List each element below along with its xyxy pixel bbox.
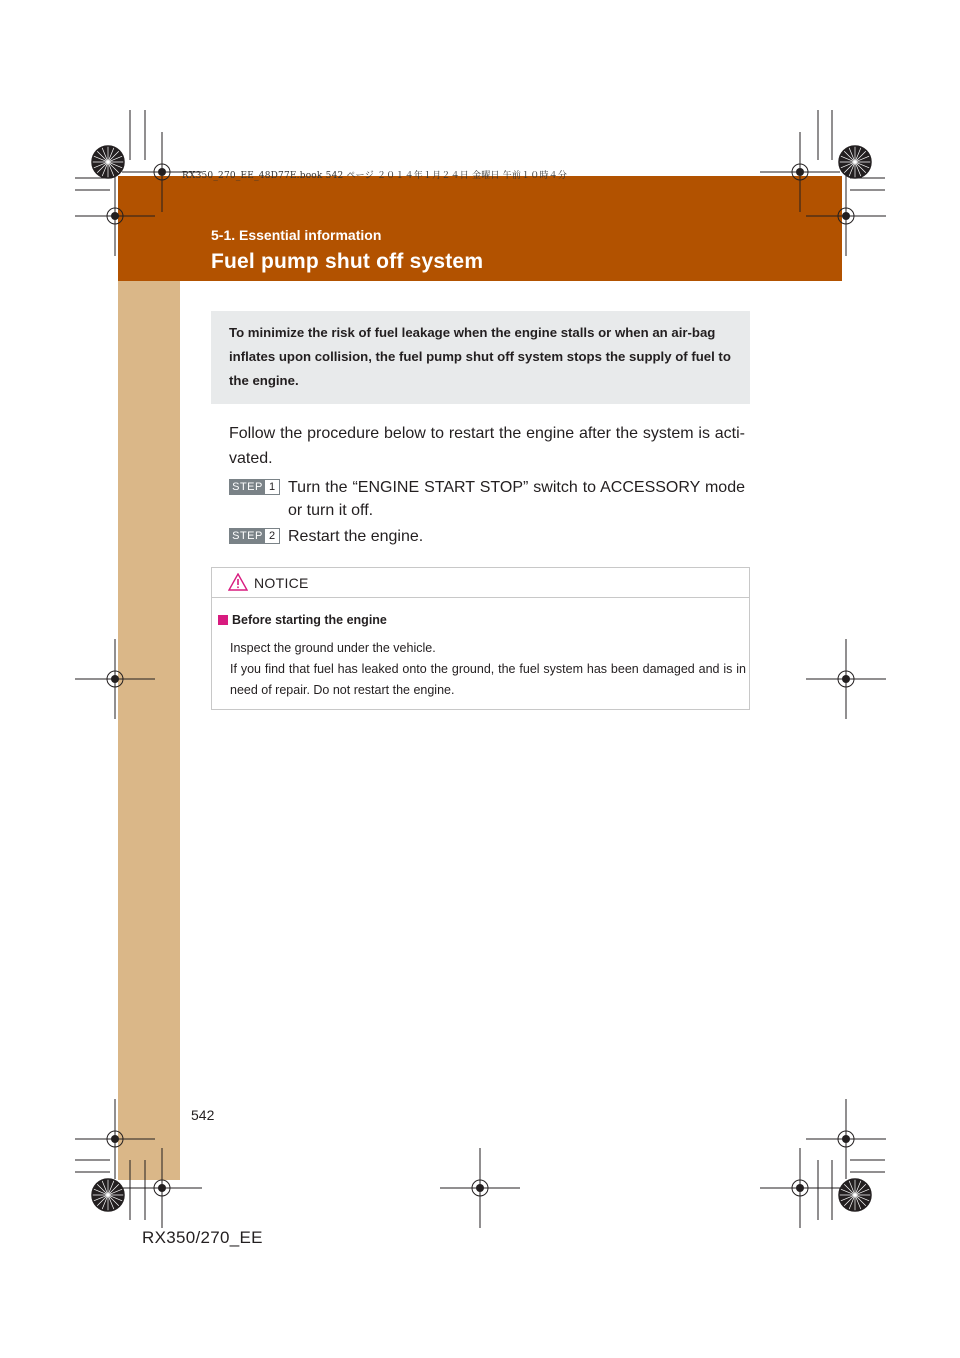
notice-text-line: If you find that fuel has leaked onto the ground, the fuel system has been damaged and is in need of repair. Do not restart the engine. bbox=[230, 662, 746, 697]
step-label: STEP bbox=[230, 480, 265, 494]
body-text: Follow the procedure below to restart the engine after the system is acti-vated. bbox=[229, 425, 745, 467]
step-number: 1 bbox=[265, 480, 279, 494]
intro-text: To minimize the risk of fuel leakage when the engine stalls or when an air-bag inflates upon collision, the fuel pump shut off system stops the supply of fuel to the engine. bbox=[229, 325, 731, 388]
step-text: Turn the “ENGINE START STOP” switch to ACCESSORY mode or turn it off. bbox=[288, 479, 745, 519]
section-label: 5-1. Essential information bbox=[211, 227, 382, 243]
step-text: Restart the engine. bbox=[288, 528, 424, 545]
model-code: RX350/270_EE bbox=[142, 1228, 263, 1247]
notice-title: NOTICE bbox=[254, 575, 309, 591]
step-label: STEP bbox=[230, 529, 265, 543]
step-number: 2 bbox=[265, 529, 279, 543]
page-number: 542 bbox=[191, 1107, 215, 1123]
print-info: RX350_270_EE_48D77E.book 542 ページ ２０１４年１月２４日 金曜日 午前１０時４分 bbox=[182, 171, 568, 181]
notice-text-line: Inspect the ground under the vehicle. bbox=[230, 641, 436, 655]
notice-subtitle-text: Before starting the engine bbox=[232, 613, 387, 627]
page-title: Fuel pump shut off system bbox=[211, 250, 484, 273]
